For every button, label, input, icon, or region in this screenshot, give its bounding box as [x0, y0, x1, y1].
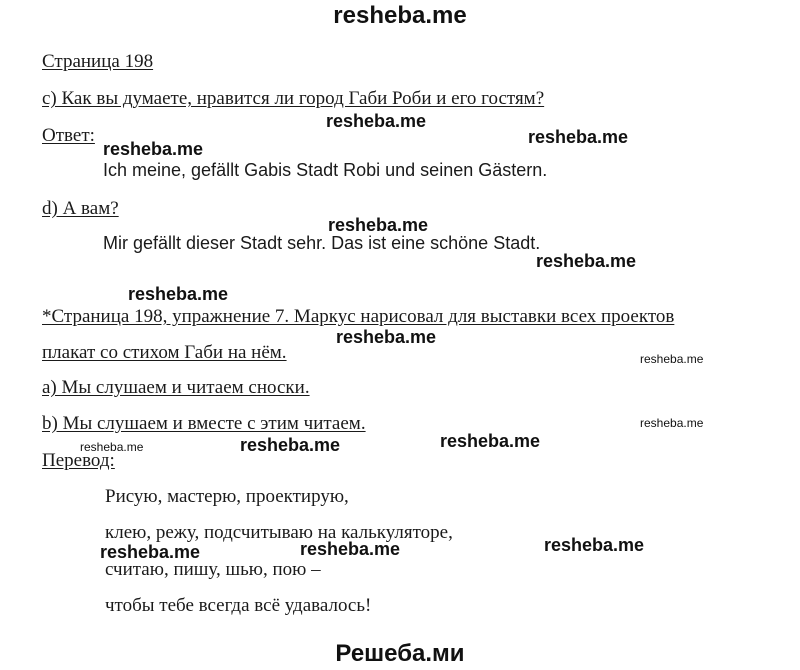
site-header-logo: resheba.me: [333, 2, 467, 29]
watermark: resheba.me: [528, 127, 629, 147]
watermark: resheba.me: [326, 111, 427, 131]
poem-line-1: Рисую, мастерю, проектирую,: [105, 486, 349, 507]
watermark: resheba.me: [640, 416, 704, 430]
watermark: resheba.me: [440, 431, 541, 451]
exercise-title-line-2: плакат со стихом Габи на нём.: [42, 342, 287, 363]
watermark: resheba.me: [100, 542, 201, 562]
watermark: resheba.me: [640, 352, 704, 366]
task-b: b) Мы слушаем и вместе с этим читаем.: [42, 413, 366, 434]
watermark: resheba.me: [240, 435, 341, 455]
exercise-title-line-1: *Страница 198, упражнение 7. Маркус нарисовал для выставки всех проектов: [42, 306, 675, 327]
watermark: resheba.me: [300, 539, 401, 559]
question-c: c) Как вы думаете, нравится ли город Габи Роби и его гостям?: [42, 88, 545, 109]
answer-c-text: Ich meine, gefällt Gabis Stadt Robi und seinen Gästern.: [103, 160, 548, 180]
task-a: a) Мы слушаем и читаем сноски.: [42, 377, 310, 398]
watermark: resheba.me: [80, 440, 144, 454]
watermark: resheba.me: [544, 535, 645, 555]
watermark: resheba.me: [536, 251, 637, 271]
watermark: resheba.me: [103, 139, 204, 159]
watermark: resheba.me: [336, 327, 437, 347]
site-footer-logo: Решеба.ми: [335, 640, 465, 667]
question-d: d) А вам?: [42, 198, 119, 219]
answer-d-text: Mir gefällt dieser Stadt sehr. Das ist eine schöne Stadt.: [103, 233, 541, 253]
poem-line-2: клею, режу, подсчитываю на калькуляторе,: [105, 522, 453, 543]
watermark: resheba.me: [328, 215, 429, 235]
translation-label: Перевод:: [42, 450, 115, 471]
watermark: resheba.me: [128, 284, 229, 304]
poem-line-4: чтобы тебе всегда всё удавалось!: [105, 595, 372, 616]
page-reference: Страница 198: [42, 51, 154, 72]
answer-label: Ответ:: [42, 125, 95, 146]
poem-line-3: считаю, пишу, шью, пою –: [105, 559, 321, 580]
